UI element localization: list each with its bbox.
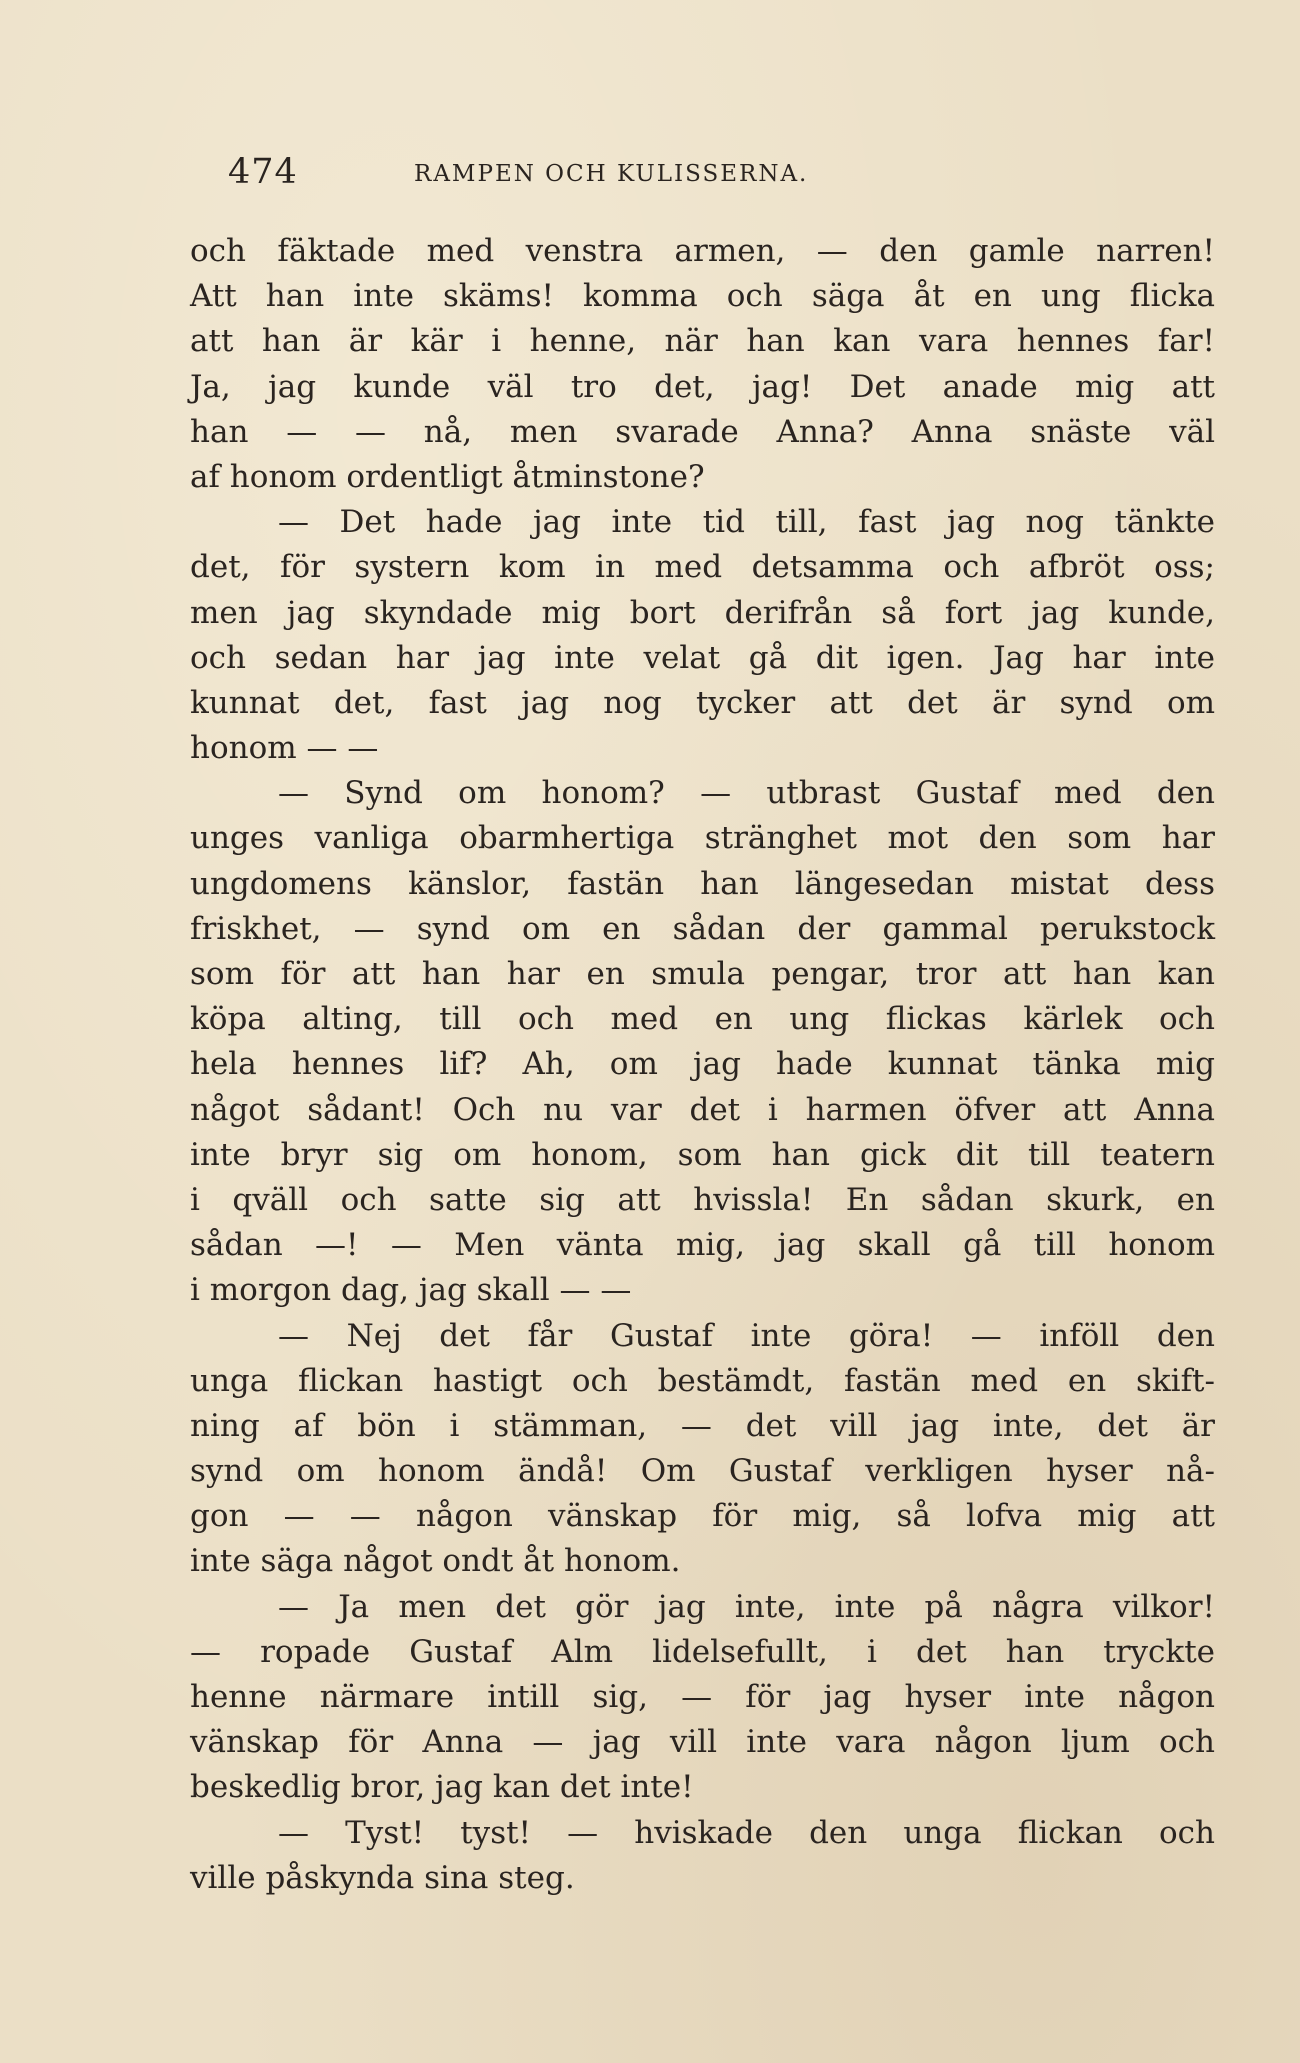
body-text <box>190 229 1215 1901</box>
text-line: ungdomens känslor, fastän han längesedan mistat dess <box>190 865 1215 902</box>
text-line: inte säga något ondt åt honom. <box>190 1543 681 1580</box>
page-header <box>228 150 958 200</box>
text-line: honom — — <box>190 730 379 767</box>
text-line: köpa alting, till och med en ung flickas kärlek och <box>190 1001 1215 1038</box>
text-line: och fäktade med venstra armen, — den gamle narren! <box>190 233 1215 269</box>
text-line: — Nej det får Gustaf inte göra! — inföll den <box>278 1317 1215 1354</box>
text-line: i qväll och satte sig att hvissla! En sådan skurk, en <box>190 1181 1215 1218</box>
text-line: Ja, jag kunde väl tro det, jag! Det anade mig att <box>190 368 1215 405</box>
text-line: synd om honom ändå! Om Gustaf verkligen hyser nå- <box>190 1453 1215 1490</box>
text-line: som för att han har en smula pengar, tror att han kan <box>190 956 1215 992</box>
text-line: — Tyst! tyst! — hviskade den unga flickan och <box>278 1814 1215 1851</box>
text-line: inte bryr sig om honom, som han gick dit till teatern <box>190 1136 1215 1173</box>
text-line: — Synd om honom? — utbrast Gustaf med den <box>278 775 1215 812</box>
text-line: hela hennes lif? Ah, om jag hade kunnat tänka mig <box>190 1046 1215 1083</box>
text-line: men jag skyndade mig bort derifrån så fort jag kunde, <box>190 594 1215 631</box>
text-line: och sedan har jag inte velat gå dit igen. Jag har inte <box>190 639 1215 676</box>
text-line: vänskap för Anna — jag vill inte vara någon ljum och <box>190 1724 1215 1761</box>
text-line: af honom ordentligt åtminstone? <box>190 458 705 495</box>
running-title: RAMPEN OCH KULISSERNA. <box>414 161 809 187</box>
text-line: beskedlig bror, jag kan det inte! <box>190 1769 694 1806</box>
text-line: — Det hade jag inte tid till, fast jag nog tänkte <box>278 504 1215 541</box>
text-line: sådan —! — Men vänta mig, jag skall gå till honom <box>190 1227 1215 1264</box>
text-line: — ropade Gustaf Alm lidelsefullt, i det han tryckte <box>190 1633 1215 1670</box>
page-number: 474 <box>228 152 298 192</box>
text-line: unges vanliga obarmhertiga stränghet mot den som har <box>190 820 1215 857</box>
text-line: det, för systern kom in med detsamma och afbröt oss; <box>190 549 1215 586</box>
text-line: kunnat det, fast jag nog tycker att det är synd om <box>190 684 1215 721</box>
text-line: något sådant! Och nu var det i harmen öfver att Anna <box>190 1091 1215 1128</box>
text-line: i morgon dag, jag skall — — <box>190 1272 632 1309</box>
text-line: — Ja men det gör jag inte, inte på några vilkor! <box>278 1588 1215 1625</box>
text-line: ville påskynda sina steg. <box>190 1859 575 1896</box>
text-line: henne närmare intill sig, — för jag hyser inte någon <box>190 1679 1215 1715</box>
text-line: friskhet, — synd om en sådan der gammal perukstock <box>190 910 1215 947</box>
text-line: gon — — någon vänskap för mig, så lofva mig att <box>190 1498 1215 1535</box>
text-line: unga flickan hastigt och bestämdt, fastän med en skift- <box>190 1362 1215 1399</box>
text-line: han — — nå, men svarade Anna? Anna snäste väl <box>190 413 1215 450</box>
text-line: att han är kär i henne, när han kan vara hennes far! <box>190 323 1215 360</box>
text-line: Att han inte skäms! komma och säga åt en ung flicka <box>190 278 1215 315</box>
text-line: ning af bön i stämman, — det vill jag inte, det är <box>190 1407 1215 1444</box>
